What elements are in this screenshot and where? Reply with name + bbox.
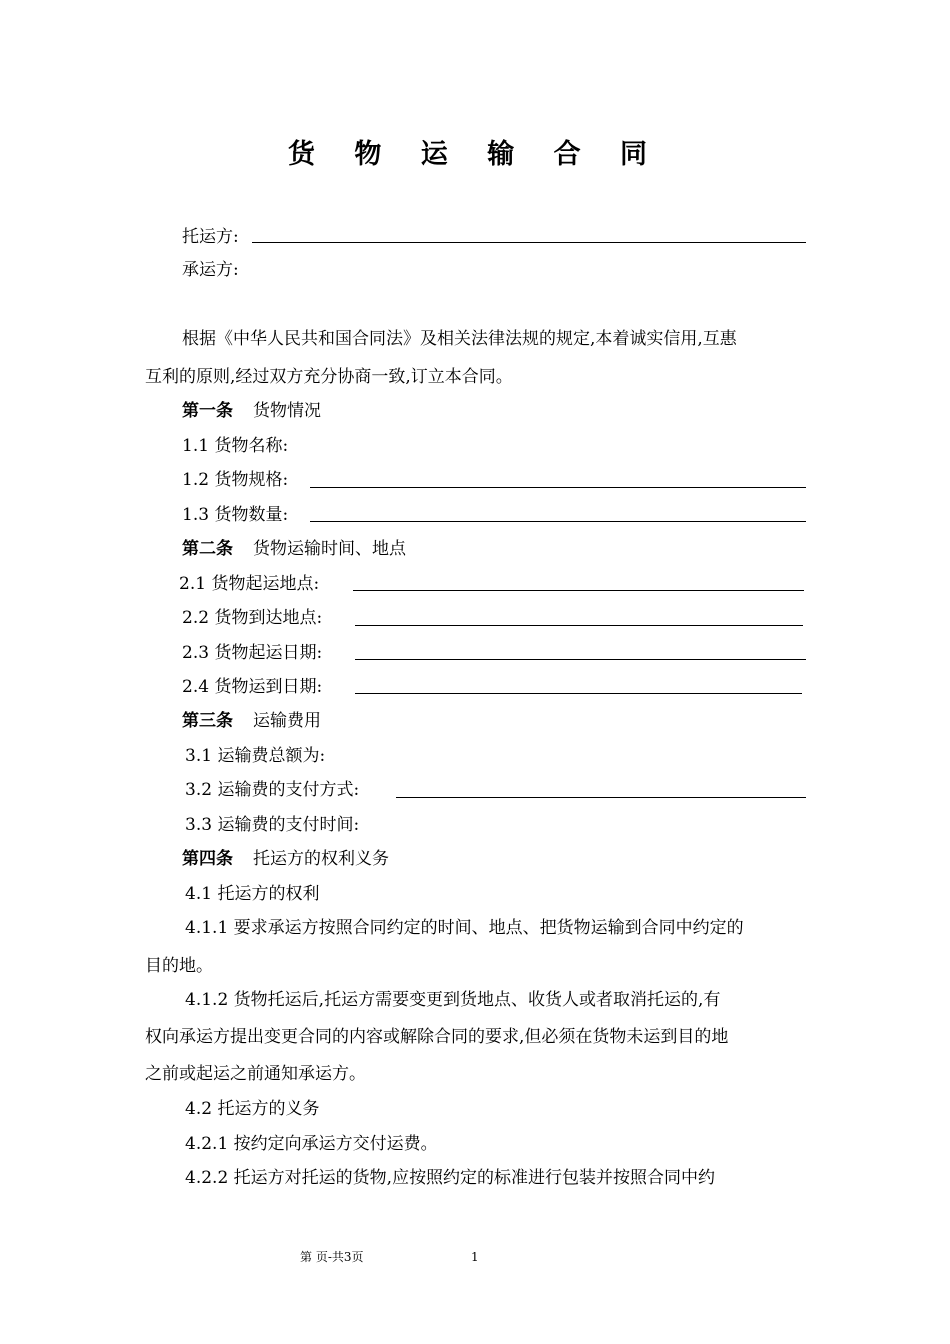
item-2-1-blank-line — [353, 590, 804, 591]
item-2-2-blank-line — [355, 625, 803, 626]
duties-heading: 4.2 托运方的义务 — [185, 1099, 320, 1119]
article-3-number: 第三条 — [182, 711, 233, 731]
clause-4-1-2-line-3: 之前或起运之前通知承运方。 — [145, 1064, 366, 1084]
article-1-title: 货物情况 — [253, 401, 321, 421]
article-1-number: 第一条 — [182, 401, 233, 421]
article-4-heading — [182, 848, 389, 870]
item-1-2-blank-line — [310, 487, 806, 488]
item-3-2-blank-line — [396, 797, 806, 798]
item-1-3: 1.3 货物数量: — [182, 505, 289, 525]
article-4-title: 托运方的权利义务 — [253, 849, 389, 869]
item-1-1: 1.1 货物名称: — [182, 436, 289, 456]
item-3-1: 3.1 运输费总额为: — [185, 746, 326, 766]
clause-4-1-1-line-1: 4.1.1 要求承运方按照合同约定的时间、地点、把货物运输到合同中约定的 — [185, 918, 744, 938]
document-title: 货 物 运 输 合 同 — [288, 139, 662, 170]
shipper-blank-line — [252, 242, 806, 243]
preamble-line-1: 根据《中华人民共和国合同法》及相关法律法规的规定,本着诚实信用,互惠 — [182, 329, 737, 349]
clause-4-1-2-line-2: 权向承运方提出变更合同的内容或解除合同的要求,但必须在货物未运到目的地 — [145, 1027, 729, 1047]
footer-page-number: 1 — [471, 1250, 479, 1264]
shipper-label: 托运方: — [182, 227, 239, 247]
item-1-3-blank-line — [310, 521, 806, 522]
clause-4-2-1: 4.2.1 按约定向承运方交付运费。 — [185, 1134, 438, 1154]
item-2-1: 2.1 货物起运地点: — [179, 574, 320, 594]
item-3-3: 3.3 运输费的支付时间: — [185, 815, 360, 835]
article-3-title: 运输费用 — [253, 711, 321, 731]
clause-4-1-2-line-1: 4.1.2 货物托运后,托运方需要变更到货地点、收货人或者取消托运的,有 — [185, 990, 721, 1010]
item-3-2: 3.2 运输费的支付方式: — [185, 780, 360, 800]
carrier-label: 承运方: — [182, 260, 239, 280]
article-2-number: 第二条 — [182, 539, 233, 559]
clause-4-2-2-line-1: 4.2.2 托运方对托运的货物,应按照约定的标准进行包装并按照合同中约 — [185, 1168, 716, 1188]
article-1-heading — [182, 400, 321, 422]
item-2-3-blank-line — [355, 659, 806, 660]
item-1-2: 1.2 货物规格: — [182, 470, 289, 490]
clause-4-1-1-line-2: 目的地。 — [145, 956, 213, 976]
article-3-heading — [182, 710, 321, 732]
rights-heading: 4.1 托运方的权利 — [185, 884, 320, 904]
preamble-line-2: 互利的原则,经过双方充分协商一致,订立本合同。 — [145, 367, 513, 387]
article-2-heading — [182, 538, 406, 560]
footer-page-text: 第 页-共3页 — [300, 1250, 364, 1264]
item-2-4-blank-line — [355, 693, 802, 694]
article-2-title: 货物运输时间、地点 — [253, 539, 406, 559]
item-2-3: 2.3 货物起运日期: — [182, 643, 323, 663]
item-2-2: 2.2 货物到达地点: — [182, 608, 323, 628]
item-2-4: 2.4 货物运到日期: — [182, 677, 323, 697]
article-4-number: 第四条 — [182, 849, 233, 869]
